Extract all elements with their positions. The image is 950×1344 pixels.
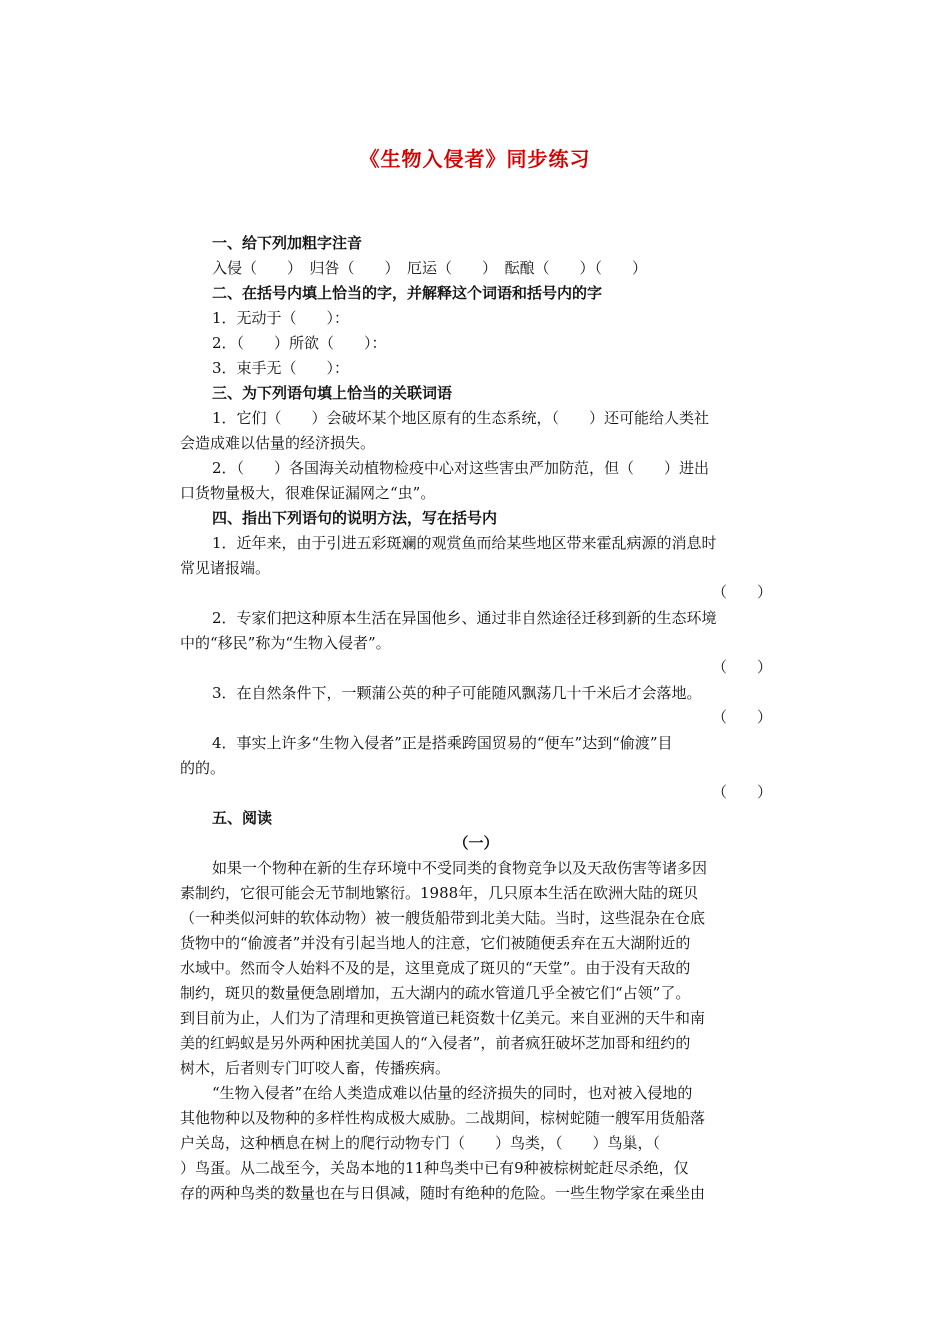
reading-p2-line2: 其他物种以及物种的多样性构成极大威胁。二战期间，棕树蛇随一艘军用货船落: [180, 1109, 706, 1127]
section-4-q1-answer: （ ）: [711, 583, 772, 601]
section-3-heading: 三、为下列语句填上恰当的关联词语: [212, 384, 453, 402]
section-5-heading: 五、阅读: [212, 809, 273, 827]
reading-p2-line3: 户关岛，这种栖息在树上的爬行动物专门（ ）鸟类，（ ）鸟巢，（: [180, 1134, 661, 1152]
section-2-item-1: 1．无动于（ ）：: [212, 309, 350, 327]
section-4-q2-answer: （ ）: [711, 658, 772, 676]
section-1-heading: 一、给下列加粗字注音: [212, 234, 363, 252]
section-3-q2-line1: 2．（ ）各国海关动植物检疫中心对这些害虫严加防范，但（ ）进出: [212, 459, 710, 477]
reading-p1-line4: 货物中的“偷渡者”并没有引起当地人的注意，它们被随便丢弃在五大湖附近的: [180, 934, 691, 952]
reading-p1-line3: （一种类似河蚌的软体动物）被一艘货船带到北美大陆。当时，这些混杂在仓底: [180, 909, 706, 927]
reading-p1-line1: 如果一个物种在新的生存环境中不受同类的食物竞争以及天敌伤害等诸多因: [212, 859, 708, 877]
reading-p2-line1: “生物入侵者”在给人类造成难以估量的经济损失的同时，也对被入侵地的: [212, 1084, 693, 1102]
section-1-row: 入侵（ ） 归咎（ ） 厄运（ ） 酝酿（ ）（ ）: [212, 259, 648, 277]
reading-p1-line5: 水域中。然而令人始料不及的是，这里竟成了斑贝的“天堂”。由于没有天敌的: [180, 959, 691, 977]
section-4-q4-line2: 的的。: [180, 759, 226, 777]
reading-p1-line7: 到目前为止，人们为了清理和更换管道已耗资数十亿美元。来自亚洲的天牛和南: [180, 1009, 706, 1027]
section-4-q4-answer: （ ）: [711, 783, 772, 801]
section-4-heading: 四、指出下列语句的说明方法，写在括号内: [212, 509, 498, 527]
reading-p1-line9: 树木，后者则专门叮咬人畜，传播疾病。: [180, 1059, 451, 1077]
reading-p1-line8: 美的红蚂蚁是另外两种困扰美国人的“入侵者”，前者疯狂破坏芝加哥和纽约的: [180, 1034, 691, 1052]
section-2-item-2: 2．（ ）所欲（ ）：: [212, 334, 387, 352]
section-2-item-3: 3．束手无（ ）：: [212, 359, 350, 377]
section-5-subheading: （一）: [453, 834, 499, 852]
reading-p1-line2: 素制约，它很可能会无节制地繁衍。1988年，几只原本生活在欧洲大陆的斑贝: [180, 884, 699, 902]
section-4-q2-line1: 2．专家们把这种原本生活在异国他乡、通过非自然途径迁移到新的生态环境: [212, 609, 717, 627]
section-4-q4-line1: 4．事实上许多“生物入侵者”正是搭乘跨国贸易的“便车”达到“偷渡”目: [212, 734, 673, 752]
reading-p2-line4: ）鸟蛋。从二战至今，关岛本地的11种鸟类中已有9种被棕树蛇赶尽杀绝，仅: [180, 1159, 689, 1177]
reading-p1-line6: 制约，斑贝的数量便急剧增加，五大湖内的疏水管道几乎全被它们“占领”了。: [180, 984, 691, 1002]
section-3-q2-line2: 口货物量极大，很难保证漏网之“虫”。: [180, 484, 436, 502]
section-4-q2-line2: 中的“移民”称为“生物入侵者”。: [180, 634, 391, 652]
section-3-q1-line1: 1．它们（ ）会破坏某个地区原有的生态系统，（ ）还可能给人类社: [212, 409, 710, 427]
section-4-q3: 3．在自然条件下，一颗蒲公英的种子可能随风飘荡几十千米后才会落地。: [212, 684, 702, 702]
section-2-heading: 二、在括号内填上恰当的字，并解释这个词语和括号内的字: [212, 284, 603, 302]
reading-p2-line5: 存的两种鸟类的数量也在与日俱减，随时有绝种的危险。一些生物学家在乘坐由: [180, 1184, 706, 1202]
section-4-q1-line1: 1．近年来，由于引进五彩斑斓的观赏鱼而给某些地区带来霍乱病源的消息时: [212, 534, 717, 552]
document-title: 《生物入侵者》同步练习: [359, 147, 591, 171]
section-4-q3-answer: （ ）: [711, 708, 772, 726]
section-4-q1-line2: 常见诸报端。: [180, 559, 271, 577]
section-3-q1-line2: 会造成难以估量的经济损失。: [180, 434, 376, 452]
